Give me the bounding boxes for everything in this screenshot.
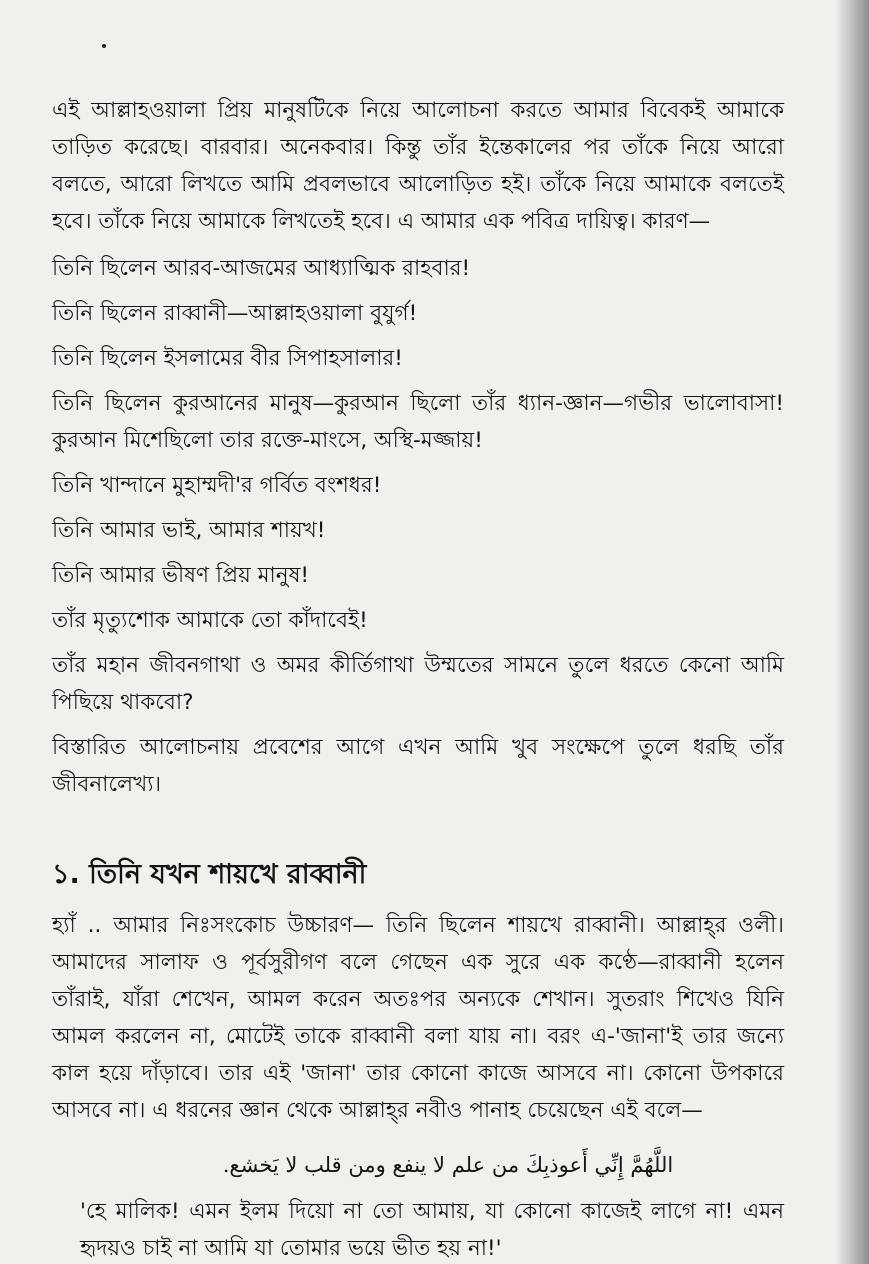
- statement-line: তিনি আমার ভাই, আমার শায়খ!: [52, 518, 326, 543]
- dua-translation: 'হে মালিক! এমন ইলম দিয়ো না তো আমায়, যা কোনো কাজেই লাগে না! এমন হৃদয়ও চাই না আমি যা তোমার ভয়ে ভীত হয় না!': [80, 1199, 784, 1261]
- statement-line: তিনি ছিলেন কুরআনের মানুষ—কুরআন ছিলো তাঁর ধ্যান-জ্ঞান—গভীর ভালোবাসা! কুরআন মিশেছিলো তার রক্তে-মাংসে, অস্থি-মজ্জায়!: [52, 391, 784, 453]
- page-content: [52, 92, 784, 1264]
- statement-line: তাঁর মহান জীবনগাথা ও অমর কীর্তিগাথা উম্মতের সামনে তুলে ধরতে কেনো আমি পিছিয়ে থাকবো?: [52, 653, 784, 715]
- statement-line: তিনি ছিলেন রাব্বানী—আল্লাহওয়ালা বুযুর্গ!: [52, 301, 418, 326]
- intro-paragraph: এই আল্লাহওয়ালা প্রিয় মানুষটিকে নিয়ে আলোচনা করতে আমার বিবেকই আমাকে তাড়িত করেছে। বারবার। অনেকবার। কিন্তু তাঁর ইন্তেকালের পর তাঁকে নিয়ে আরো বলতে, আরো লিখতে আমি প্রবলভাবে আলোড়িত হই। তাঁকে নিয়ে আমাকে বলতেই হবে। তাঁকে নিয়ে আমাকে লিখতেই হবে। এ আমার এক পবিত্র দায়িত্ব। কারণ—: [52, 98, 784, 234]
- section-heading: ১. তিনি যখন শায়খে রাব্বানী: [52, 859, 367, 890]
- ink-speck: [102, 44, 106, 48]
- statement-line: তাঁর মৃত্যুশোক আমাকে তো কাঁদাবেই!: [52, 608, 368, 633]
- statement-line: তিনি আমার ভীষণ প্রিয় মানুষ!: [52, 563, 310, 588]
- statement-line: তিনি ছিলেন আরব-আজমের আধ্যাত্মিক রাহবার!: [52, 256, 471, 281]
- statement-list: [52, 250, 784, 721]
- arabic-dua: اللَّهُمَّ إِنِّي أَعوذبِكَ من علم لا ينفع ومن قلب لا يَخشع.: [222, 1153, 674, 1177]
- statement-line: তিনি খান্দানে মুহাম্মদী'র গর্বিত বংশধর!: [52, 473, 382, 498]
- statement-line: তিনি ছিলেন ইসলামের বীর সিপাহসালার!: [52, 346, 403, 371]
- page-binding-shadow: [835, 0, 869, 1264]
- summary-paragraph: বিস্তারিত আলোচনায় প্রবেশের আগে এখন আমি খুব সংক্ষেপে তুলে ধরছি তাঁর জীবনালেখ্য।: [52, 735, 784, 797]
- section-body: হ্যাঁ .. আমার নিঃসংকোচ উচ্চারণ— তিনি ছিলেন শায়খে রাব্বানী। আল্লাহ্‌র ওলী। আমাদের সালাফ ও পূর্বসুরীগণ বলে গেছেন এক সুরে এক কণ্ঠে—রাব্বানী হলেন তাঁরাই, যাঁরা শেখেন, আমল করেন অতঃপর অন্যকে শেখান। সুতরাং শিখেও যিনি আমল করলেন না, মোটেই তাকে রাব্বানী বলা যায় না। বরং এ-'জানা'ই তার জন্যে কাল হয়ে দাঁড়াবে। তার এই 'জানা' তার কোনো কাজে আসবে না। কোনো উপকারে আসবে না। এ ধরনের জ্ঞান থেকে আল্লাহ্‌র নবীও পানাহ চেয়েছেন এই বলে—: [52, 913, 784, 1123]
